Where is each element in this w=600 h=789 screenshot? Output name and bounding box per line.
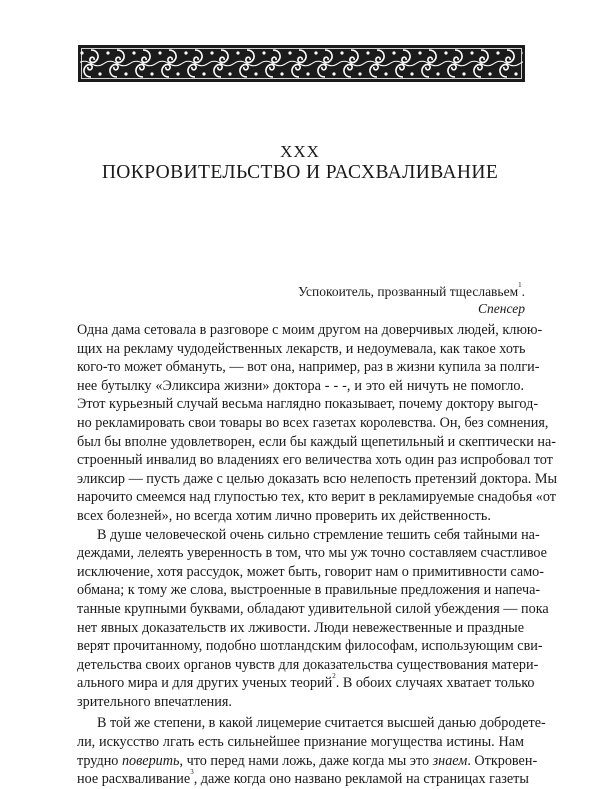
text-line: был бы вполне удовлетворен, если бы каждый щепетильный и скептически на- <box>77 433 557 450</box>
emphasis-word: знаем <box>432 752 468 769</box>
text-line: щих на рекламу чудодейственных лекарств, и недоумевала, как такое хоть <box>77 340 526 357</box>
text-line: нарочито смеемся над глупостью тех, кто верит в рекламируемые снадобья «от <box>77 489 556 506</box>
epigraph-quote: Успокоитель, прозванный тщеславьем <box>298 284 519 299</box>
text-line: детельства своих органов чувств для доказательства существования матери- <box>77 656 539 673</box>
text-fragment: ное расхваливание <box>77 771 191 788</box>
text-line: ли, искусство лгать есть сильнейшее признание могущества истины. Нам <box>77 734 524 751</box>
text-line: деждами, лелеять уверенность в том, что мы уж точно составляем счастливое <box>77 545 547 562</box>
emphasis-word: поверить <box>121 752 180 769</box>
epigraph-author: Спенсер <box>478 301 525 316</box>
footnote-marker[interactable]: 3 <box>190 768 194 777</box>
chapter-number: XXX <box>280 142 320 161</box>
text-line: В той же степени, в какой лицемерие считается высшей данью добродете- <box>97 715 546 732</box>
text-line: обмана; к тому же слова, выстроенные в правильные предложения и напеча- <box>77 582 541 599</box>
epigraph-period: . <box>521 284 525 299</box>
text-line: нее бутылку «Эликсира жизни» доктора - - -, и это ей ничуть не помогло. <box>77 377 524 394</box>
text-line: зрительного впечатления. <box>77 693 232 710</box>
text-fragment: ального мира и для других ученых теорий <box>77 675 333 692</box>
chapter-title: ПОКРОВИТЕЛЬСТВО И РАСХВАЛИВАНИЕ <box>101 162 499 183</box>
text-line: танные крупными буквами, обладают удивительной силой убеждения — пока <box>77 600 549 617</box>
text-fragment: трудно <box>77 752 122 769</box>
text-fragment: . В обоих случаях хватает только <box>335 675 535 692</box>
text-fragment: . Откровен- <box>467 752 538 769</box>
text-line <box>77 672 535 693</box>
text-line <box>77 768 529 789</box>
text-line: но рекламировать свои товары во всех газетах королевства. Он, без сомнения, <box>77 414 549 431</box>
text-line: Одна дама сетовала в разговоре с моим другом на доверчивых людей, клюю- <box>77 322 543 338</box>
text-line: нет явных доказательств их лживости. Люди невежественные и праздные <box>77 619 524 636</box>
text-fragment: , что перед нами ложь, даже когда мы это <box>179 752 433 769</box>
body-text <box>77 321 557 789</box>
text-line: эликсир — пусть даже с целью доказать всю нелепость претензий доктора. Мы <box>77 470 557 487</box>
header-ornament <box>78 45 525 82</box>
text-line: исключение, хотя рассудок, может быть, говорит нам о примитивности само- <box>77 563 544 580</box>
footnote-marker[interactable]: 2 <box>332 672 336 681</box>
footnote-marker[interactable]: 1 <box>518 281 522 289</box>
text-line: В душе человеческой очень сильно стремление тешить себя тайными на- <box>97 526 540 543</box>
text-line: строенный инвалид во владениях его величества хоть один раз испробовал тот <box>77 452 553 469</box>
text-line: кого-то может обмануть, — вот она, например, раз в жизни купила за полги- <box>77 359 540 376</box>
text-line: Этот курьезный случай весьма наглядно показывает, почему доктору выгод- <box>77 396 539 413</box>
epigraph <box>298 283 525 317</box>
text-line: всех болезней», но всегда хотим лично проверить их действенность. <box>77 507 491 524</box>
text-line <box>77 752 538 771</box>
text-line: верят прочитанному, подобно шотландским философам, использующим сви- <box>77 638 543 655</box>
text-fragment: , даже когда оно названо рекламой на страницах газеты <box>193 771 529 788</box>
